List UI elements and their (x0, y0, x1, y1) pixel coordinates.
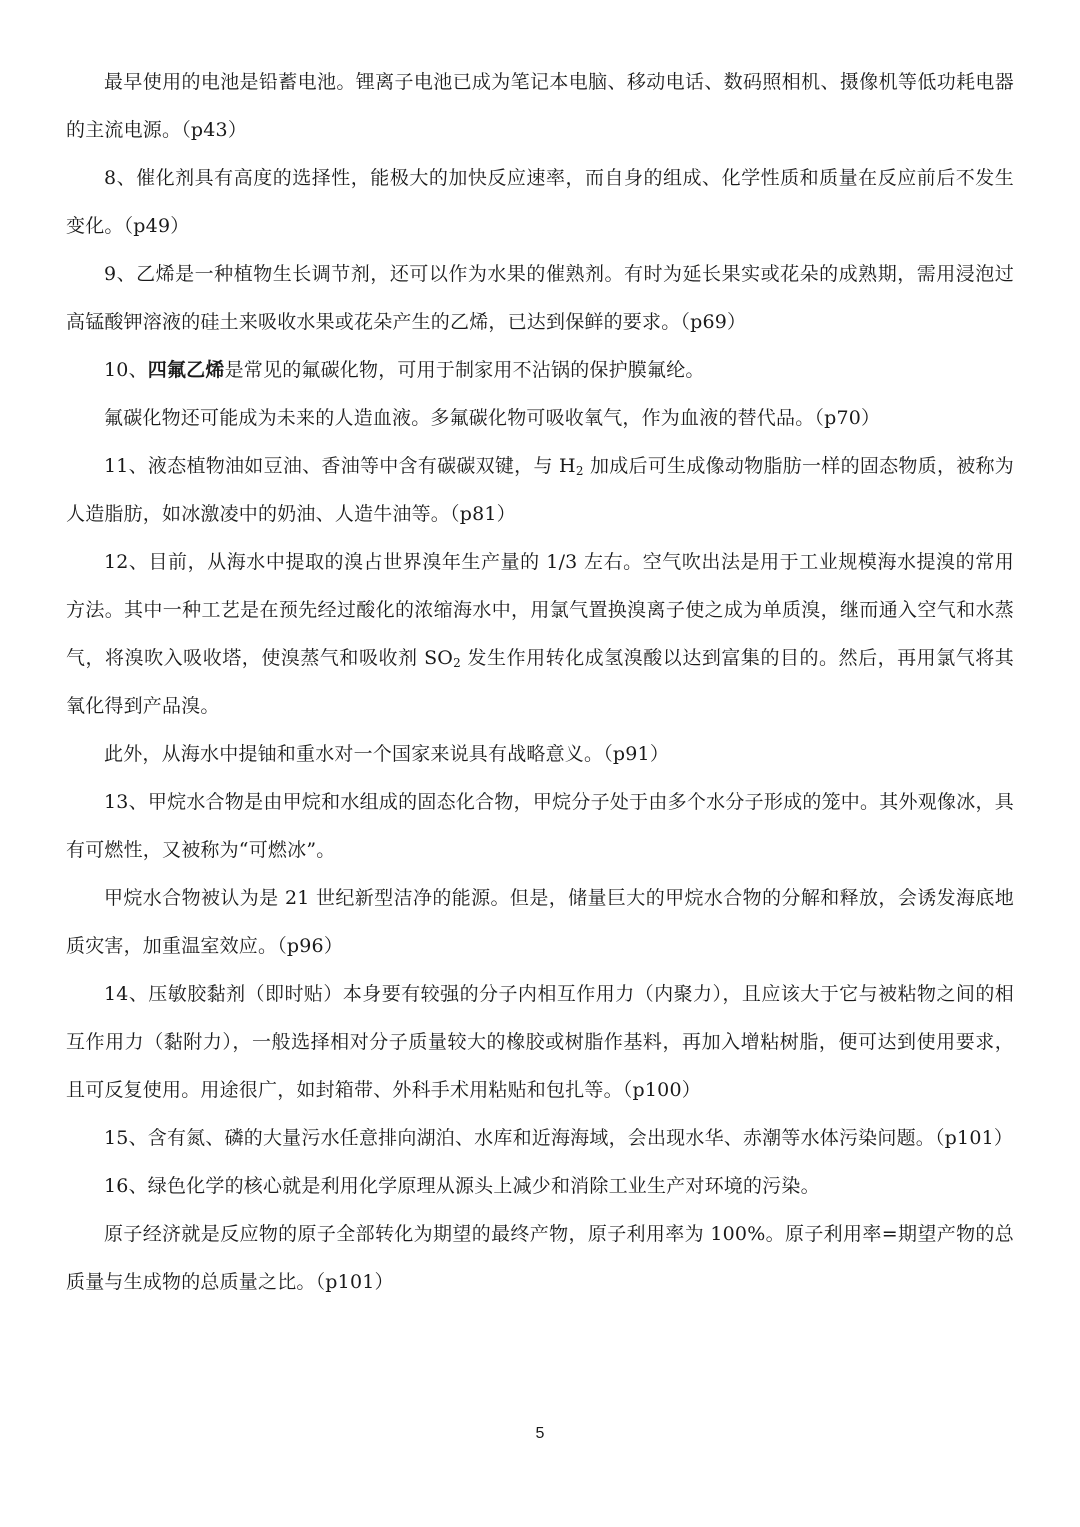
paragraph-8-catalyst: 8、催化剂具有高度的选择性，能极大的加快反应速率，而自身的组成、化学性质和质量在反应前后不发生变化。（p49） (66, 167, 1014, 237)
page-number: 5 (535, 1425, 545, 1442)
paragraph-16-green-chemistry: 16、绿色化学的核心就是利用化学原理从源头上减少和消除工业生产对环境的污染。 (104, 1175, 820, 1197)
paragraph-9-ethylene: 9、乙烯是一种植物生长调节剂，还可以作为水果的催熟剂。有时为延长果实或花朵的成熟期，需用浸泡过高锰酸钾溶液的硅土来吸收水果或花朵产生的乙烯，已达到保鲜的要求。（p69） (66, 263, 1014, 333)
paragraph-10-bold-term: 四氟乙烯 (147, 359, 225, 381)
paragraph-13-methane-hydrate: 13、甲烷水合物是由甲烷和水组成的固态化合物，甲烷分子处于由多个水分子形成的笼中。其外观像冰，具有可燃性，又被称为“可燃冰”。 (66, 791, 1014, 861)
paragraph-14-adhesive: 14、压敏胶黏剂（即时贴）本身要有较强的分子内相互作用力（内聚力），且应该大于它与被粘物之间的相互作用力（黏附力），一般选择相对分子质量较大的橡胶或树脂作基料，再加入增粘树脂，便可达到使用要求，且可反复使用。用途很广，如封箱带、外科手术用粘贴和包扎等。（p100） (66, 983, 1014, 1101)
paragraph-12-prefix: 12、目前，从海水中提取的溴占世界溴年生产量的 1/3 左右。空气吹出法是用于工业规模海水提溴的常用方法。其中一种工艺是在预先经过酸化的浓缩海水中，用氯气置换溴离子使之成为单质溴，继而通入空气和水蒸气，将溴吹入吸收塔，使溴蒸气和吸收剂 SO (66, 551, 1014, 669)
paragraph-fluorocarbon-blood: 氟碳化物还可能成为未来的人造血液。多氟碳化物可吸收氧气，作为血液的替代品。（p70） (104, 407, 881, 429)
paragraph-battery: 最早使用的电池是铅蓄电池。锂离子电池已成为笔记本电脑、移动电话、数码照相机、摄像机等低功耗电器的主流电源。（p43） (66, 71, 1014, 141)
so2-subscript: 2 (453, 656, 461, 670)
paragraph-12-bromine (66, 538, 1014, 730)
paragraph-10-tetrafluoroethylene (66, 346, 1014, 394)
h2-subscript: 2 (575, 464, 584, 478)
paragraph-methane-energy: 甲烷水合物被认为是 21 世纪新型洁净的能源。但是，储量巨大的甲烷水合物的分解和释放，会诱发海底地质灾害，加重温室效应。（p96） (66, 887, 1014, 957)
paragraph-11-vegetable-oil (66, 442, 1014, 538)
paragraph-atom-economy: 原子经济就是反应物的原子全部转化为期望的最终产物，原子利用率为 100%。原子利用率=期望产物的总质量与生成物的总质量之比。（p101） (66, 1223, 1014, 1293)
paragraph-11-rest: 加成后可生成像动物脂肪一样的固态物质，被称为人造脂肪，如冰激凌中的奶油、人造牛油等。（p81） (66, 455, 1014, 525)
paragraph-11-prefix: 11、液态植物油如豆油、香油等中含有碳碳双键，与 H (104, 455, 576, 477)
paragraph-15-pollution: 15、含有氮、磷的大量污水任意排向湖泊、水库和近海海域，会出现水华、赤潮等水体污染问题。（p101） (104, 1127, 1014, 1149)
paragraph-10-prefix: 10、 (104, 359, 148, 381)
paragraph-uranium-heavy-water: 此外，从海水中提铀和重水对一个国家来说具有战略意义。（p91） (104, 743, 670, 765)
paragraph-10-rest: 是常见的氟碳化物，可用于制家用不沾锅的保护膜氟纶。 (224, 359, 705, 381)
paragraph-12-rest: 发生作用转化成氢溴酸以达到富集的目的。然后，再用氯气将其氧化得到产品溴。 (66, 647, 1014, 717)
